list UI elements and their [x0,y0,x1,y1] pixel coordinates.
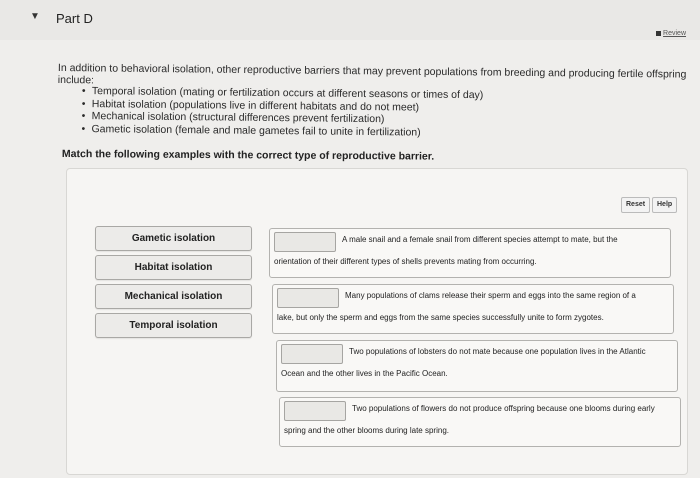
reset-button[interactable]: Reset [621,197,650,213]
target-text-line1: Many populations of clams release their sperm and eggs into the same region of a [345,291,636,300]
help-button[interactable]: Help [652,197,677,213]
label-habitat-isolation[interactable]: Habitat isolation [95,255,252,280]
review-icon [656,31,661,36]
target-text-line2: Ocean and the other lives in the Pacific Ocean. [281,369,448,378]
barrier-item-temporal: • Temporal isolation (mating or fertilization occurs at different seasons or times of day) [82,85,484,102]
barrier-item-habitat: • Habitat isolation (populations live in different habitats and do not meet) [82,97,484,114]
drop-zone[interactable] [284,401,346,421]
review-label: Review [663,30,686,37]
label-mechanical-isolation[interactable]: Mechanical isolation [95,284,252,309]
target-flowers [279,397,681,447]
label-gametic-isolation[interactable]: Gametic isolation [95,226,252,251]
target-text-line1: Two populations of lobsters do not mate because one population lives in the Atlantic [349,347,646,356]
barrier-item-gametic: • Gametic isolation (female and male gametes fail to unite in fertilization) [81,122,483,139]
part-title: Part D [56,11,93,26]
target-text-line2: spring and the other blooms during late spring. [284,426,449,435]
drop-zone[interactable] [274,232,336,252]
barrier-list [81,85,483,139]
target-text-line1: Two populations of flowers do not produce offspring because one blooms during early [352,404,655,413]
instruction-text: Match the following examples with the correct type of reproductive barrier. [61,148,435,163]
drop-zone[interactable] [281,344,343,364]
intro-text: In addition to behavioral isolation, other reproductive barriers that may prevent populations from breeding and producing fertile offspring include: [57,62,687,87]
part-header[interactable] [0,0,700,40]
target-text-line1: A male snail and a female snail from different species attempt to mate, but the [342,235,618,244]
review-link[interactable] [656,30,686,37]
barrier-item-mechanical: • Mechanical isolation (structural differences prevent fertilization) [82,110,484,127]
drop-zone[interactable] [277,288,339,308]
collapse-caret-icon[interactable]: ▼ [30,11,40,22]
target-text-line2: orientation of their different types of shells prevents mating from occurring. [274,257,537,266]
target-text-line2: lake, but only the sperm and eggs from the same species successfully unite to form zygotes. [277,313,604,322]
target-clams [272,284,674,334]
label-temporal-isolation[interactable]: Temporal isolation [95,313,252,338]
target-snail [269,228,671,278]
target-lobsters [276,340,678,392]
